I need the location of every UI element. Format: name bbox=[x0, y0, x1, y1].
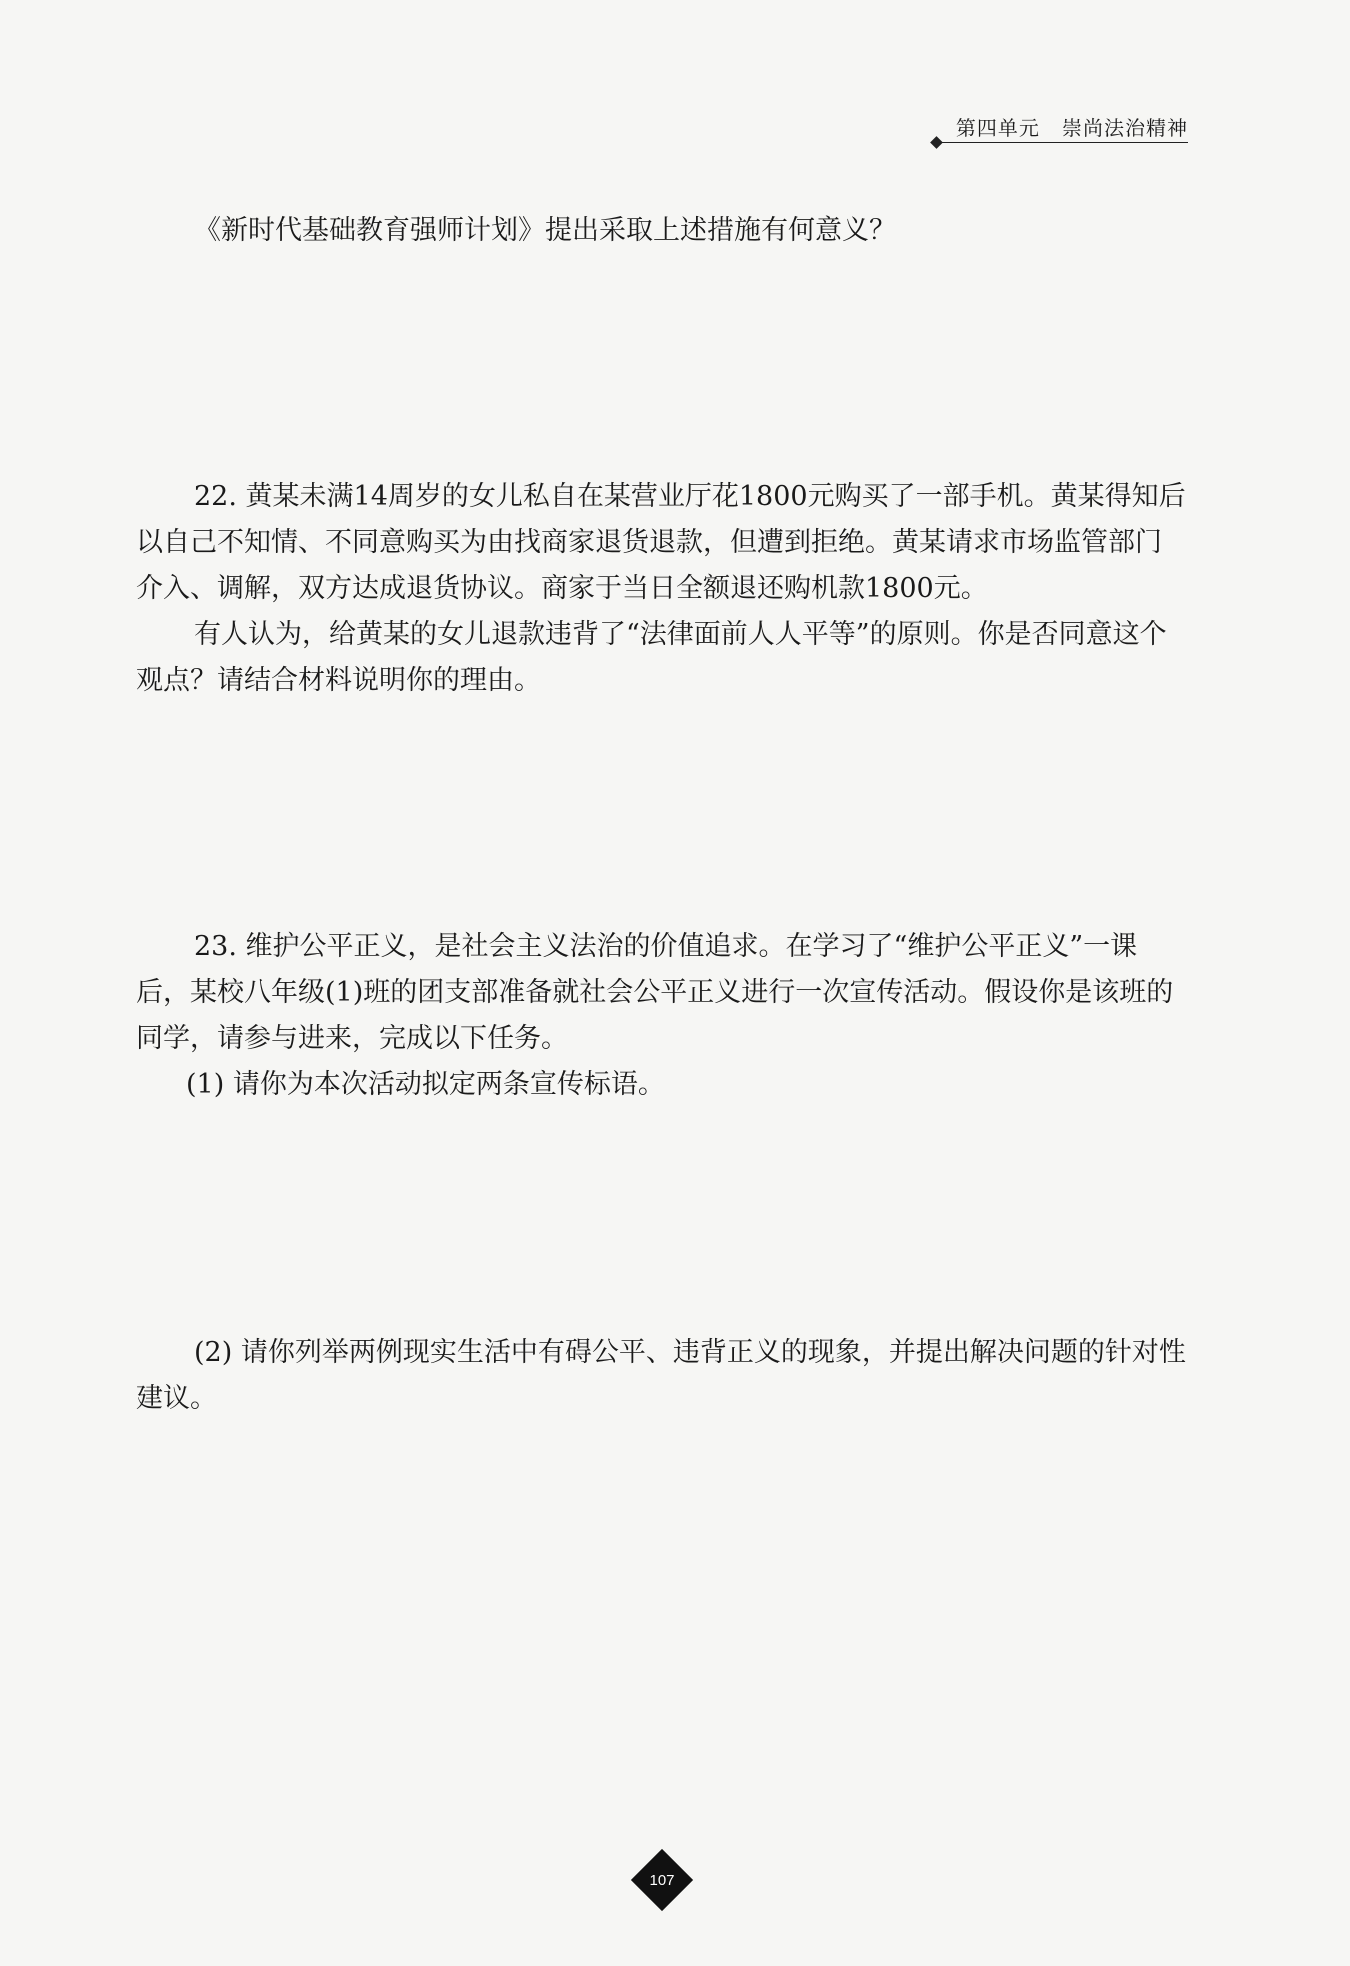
question-23-task-1: (1) 请你为本次活动拟定两条宣传标语。 bbox=[186, 1069, 665, 1100]
question-23-task-2: (2) 请你列举两例现实生活中有碍公平、违背正义的现象，并提出解决问题的针对性建议。 bbox=[136, 1337, 1186, 1414]
question-22-prompt: 有人认为，给黄某的女儿退款违背了“法律面前人人平等”的原则。你是否同意这个观点？请结合材料说明你的理由。 bbox=[136, 619, 1167, 696]
question-23 bbox=[136, 924, 1188, 1108]
question-23-part-2 bbox=[136, 1330, 1188, 1422]
running-header bbox=[956, 112, 1188, 141]
question-23-material: 23. 维护公平正义，是社会主义法治的价值追求。在学习了“维护公平正义”一课后，某校八年级(1)班的团支部准备就社会公平正义进行一次宣传活动。假设你是该班的同学，请参与进来，完成以下任务。 bbox=[136, 931, 1174, 1054]
page-number-badge bbox=[631, 1849, 693, 1911]
header-rule bbox=[938, 142, 1188, 143]
page-number: 107 bbox=[649, 1871, 675, 1889]
previous-question-prompt bbox=[136, 208, 1188, 254]
header-title: 崇尚法治精神 bbox=[1062, 116, 1188, 140]
header-unit: 第四单元 bbox=[955, 116, 1040, 140]
question-text: 《新时代基础教育强师计划》提出采取上述措施有何意义？ bbox=[194, 215, 896, 246]
question-22 bbox=[136, 474, 1188, 704]
question-22-material: 22. 黄某未满14周岁的女儿私自在某营业厅花1800元购买了一部手机。黄某得知后以自己不知情、不同意购买为由找商家退货退款，但遭到拒绝。黄某请求市场监管部门介入、调解，双方达成退货协议。商家于当日全额退还购机款1800元。 bbox=[136, 481, 1186, 604]
